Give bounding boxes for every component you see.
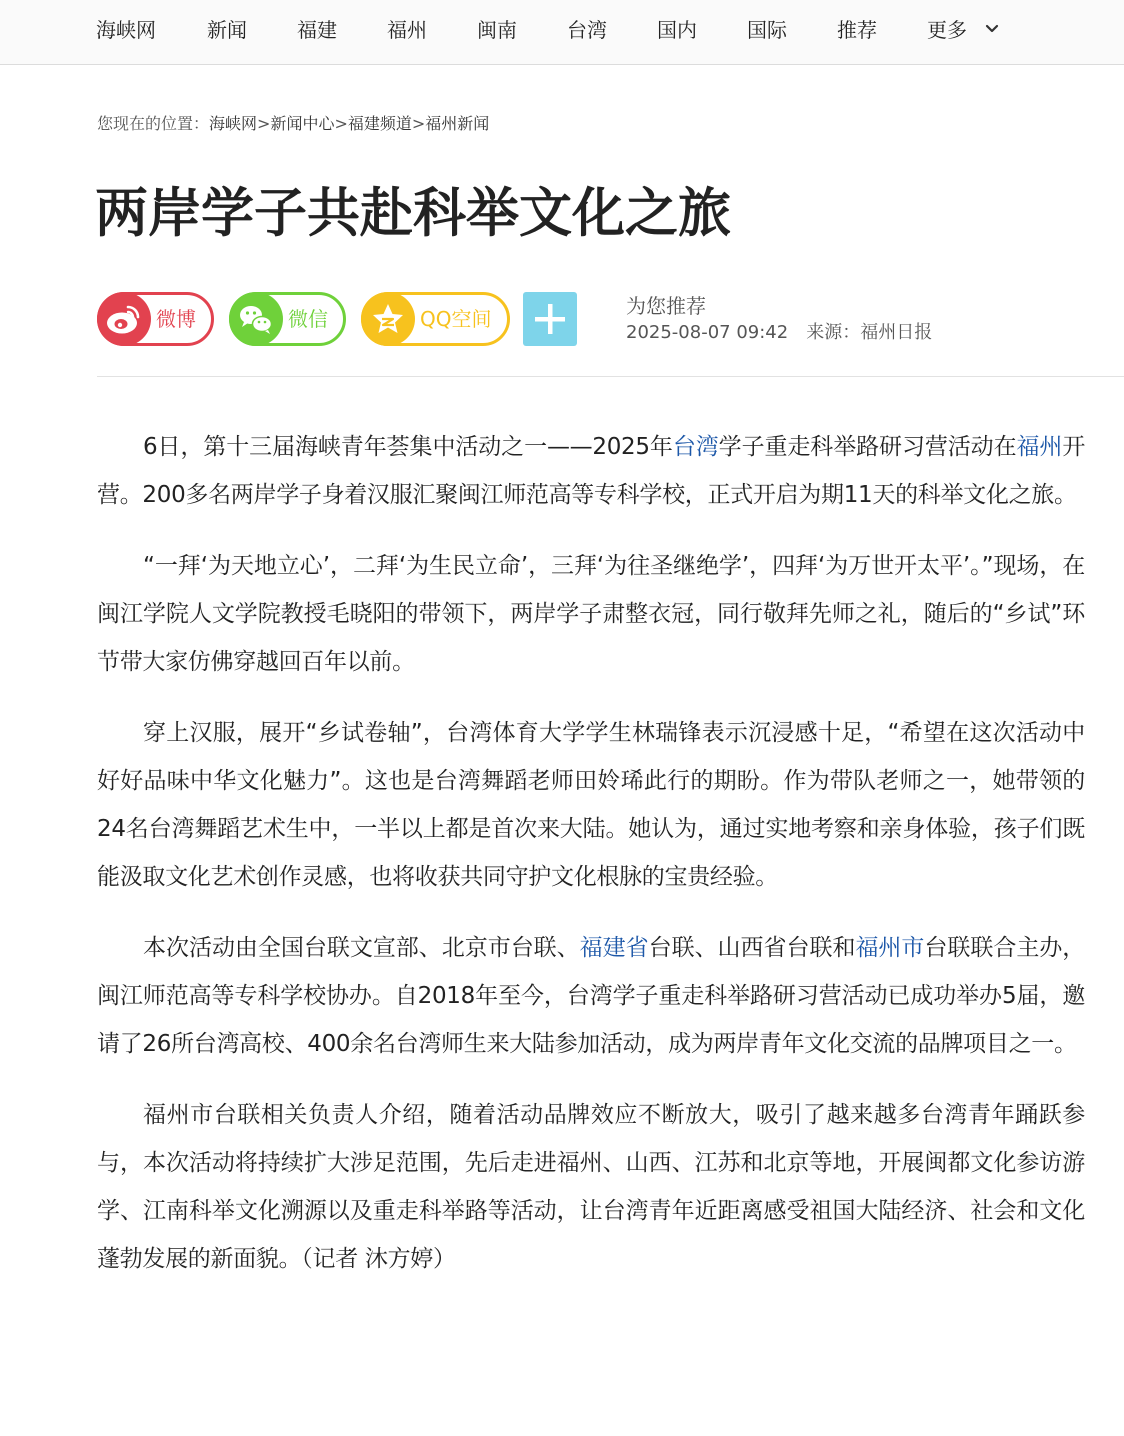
breadcrumb-link-news-center[interactable]: 新闻中心 <box>270 114 335 133</box>
article-meta <box>626 320 932 346</box>
breadcrumb-prefix: 您现在的位置： <box>97 114 210 133</box>
breadcrumb-separator: > <box>334 114 348 133</box>
keyword-link[interactable]: 福建省 <box>579 935 649 961</box>
share-wechat-button[interactable] <box>229 292 346 346</box>
nav-item-minnan[interactable]: 闽南 <box>477 18 517 42</box>
share-qzone-label: QQ空间 <box>420 307 492 331</box>
publish-datetime: 2025-08-07 09:42 <box>626 322 789 343</box>
paragraph-text: 6日，第十三届海峡青年荟集中活动之一——2025年 <box>143 434 673 460</box>
share-more-button[interactable] <box>523 292 577 346</box>
nav-item-taiwan[interactable]: 台湾 <box>567 18 607 42</box>
paragraph-text: 台联联合主办，闽江师范高等专科学校协办。自2018年至今，台湾学子重走科举路研习营活动已成功举办5届，邀请了26所台湾高校、400余名台湾师生来大陆参加活动，成为两岸青年文化交流的品牌项目之一。 <box>97 935 1085 1057</box>
keyword-link[interactable]: 福州 <box>1016 434 1063 460</box>
paragraph-text: 台联、山西省台联和 <box>648 935 856 961</box>
nav-item-more[interactable]: 更多 <box>927 18 967 42</box>
breadcrumb-link-fujian-channel[interactable]: 福建频道 <box>347 114 412 133</box>
share-wechat-label: 微信 <box>288 307 328 331</box>
weibo-icon <box>97 292 151 346</box>
breadcrumb <box>97 113 489 135</box>
paragraph-text: 福州市台联相关负责人介绍，随着活动品牌效应不断放大，吸引了越来越多台湾青年踊跃参与，本次活动将持续扩大涉足范围，先后走进福州、山西、江苏和北京等地，开展闽都文化参访游学、江南科举文化溯源以及重走科举路等活动，让台湾青年近距离感受祖国大陆经济、社会和文化蓬勃发展的新面貌。（记者 沐方婷） <box>97 1102 1085 1272</box>
article-paragraph <box>97 1091 1085 1283</box>
breadcrumb-separator: > <box>411 114 426 133</box>
article-source: 来源：福州日报 <box>806 322 933 343</box>
share-weibo-label: 微博 <box>156 307 196 331</box>
breadcrumb-link-fuzhou-news[interactable]: 福州新闻 <box>425 114 490 133</box>
nav-item-news[interactable]: 新闻 <box>207 18 247 42</box>
header-divider <box>97 376 1124 377</box>
nav-item-fuzhou[interactable]: 福州 <box>387 18 427 42</box>
paragraph-text: “一拜‘为天地立心’，二拜‘为生民立命’，三拜‘为往圣继绝学’，四拜‘为万世开太平’。”现场，在闽江学院人文学院教授毛晓阳的带领下，两岸学子肃整衣冠，同行敬拜先师之礼，随后的“乡试”环节带大家仿佛穿越回百年以前。 <box>97 553 1085 675</box>
paragraph-text: 穿上汉服，展开“乡试卷轴”，台湾体育大学学生林瑞锋表示沉浸感十足，“希望在这次活动中好好品味中华文化魅力”。这也是台湾舞蹈老师田姈琋此行的期盼。作为带队老师之一，她带领的24名台湾舞蹈艺术生中，一半以上都是首次来大陆。她认为，通过实地考察和亲身体验，孩子们既能汲取文化艺术创作灵感，也将收获共同守护文化根脉的宝贵经验。 <box>97 720 1085 890</box>
top-nav <box>0 0 1124 65</box>
qzone-star-icon <box>361 292 415 346</box>
nav-item-international[interactable]: 国际 <box>747 18 787 42</box>
breadcrumb-separator: > <box>257 114 271 133</box>
article-paragraph <box>97 423 1085 519</box>
nav-item-domestic[interactable]: 国内 <box>657 18 697 42</box>
keyword-link[interactable]: 台湾 <box>672 434 719 460</box>
share-weibo-button[interactable] <box>97 292 214 346</box>
paragraph-text: 本次活动由全国台联文宣部、北京市台联、 <box>143 935 580 961</box>
paragraph-text: 学子重走科举路研习营活动在 <box>718 434 1017 460</box>
nav-item-recommend[interactable]: 推荐 <box>837 18 877 42</box>
plus-icon <box>523 292 577 346</box>
wechat-icon <box>229 292 283 346</box>
paragraph-text: 开营。200多名两岸学子身着汉服汇聚闽江师范高等专科学校，正式开启为期11天的科举文化之旅。 <box>97 434 1086 508</box>
recommend-label[interactable]: 为您推荐 <box>626 294 706 318</box>
chevron-down-icon[interactable] <box>983 22 1001 36</box>
article-paragraph <box>97 709 1085 901</box>
nav-item-home[interactable]: 海峡网 <box>96 18 156 42</box>
article-title: 两岸学子共赴科举文化之旅 <box>95 183 731 244</box>
keyword-link[interactable]: 福州市 <box>855 935 925 961</box>
article-body <box>97 423 1085 1306</box>
article-paragraph <box>97 924 1085 1068</box>
article-paragraph <box>97 542 1085 686</box>
nav-item-fujian[interactable]: 福建 <box>297 18 337 42</box>
share-qzone-button[interactable] <box>361 292 510 346</box>
breadcrumb-link-home[interactable]: 海峡网 <box>209 114 258 133</box>
